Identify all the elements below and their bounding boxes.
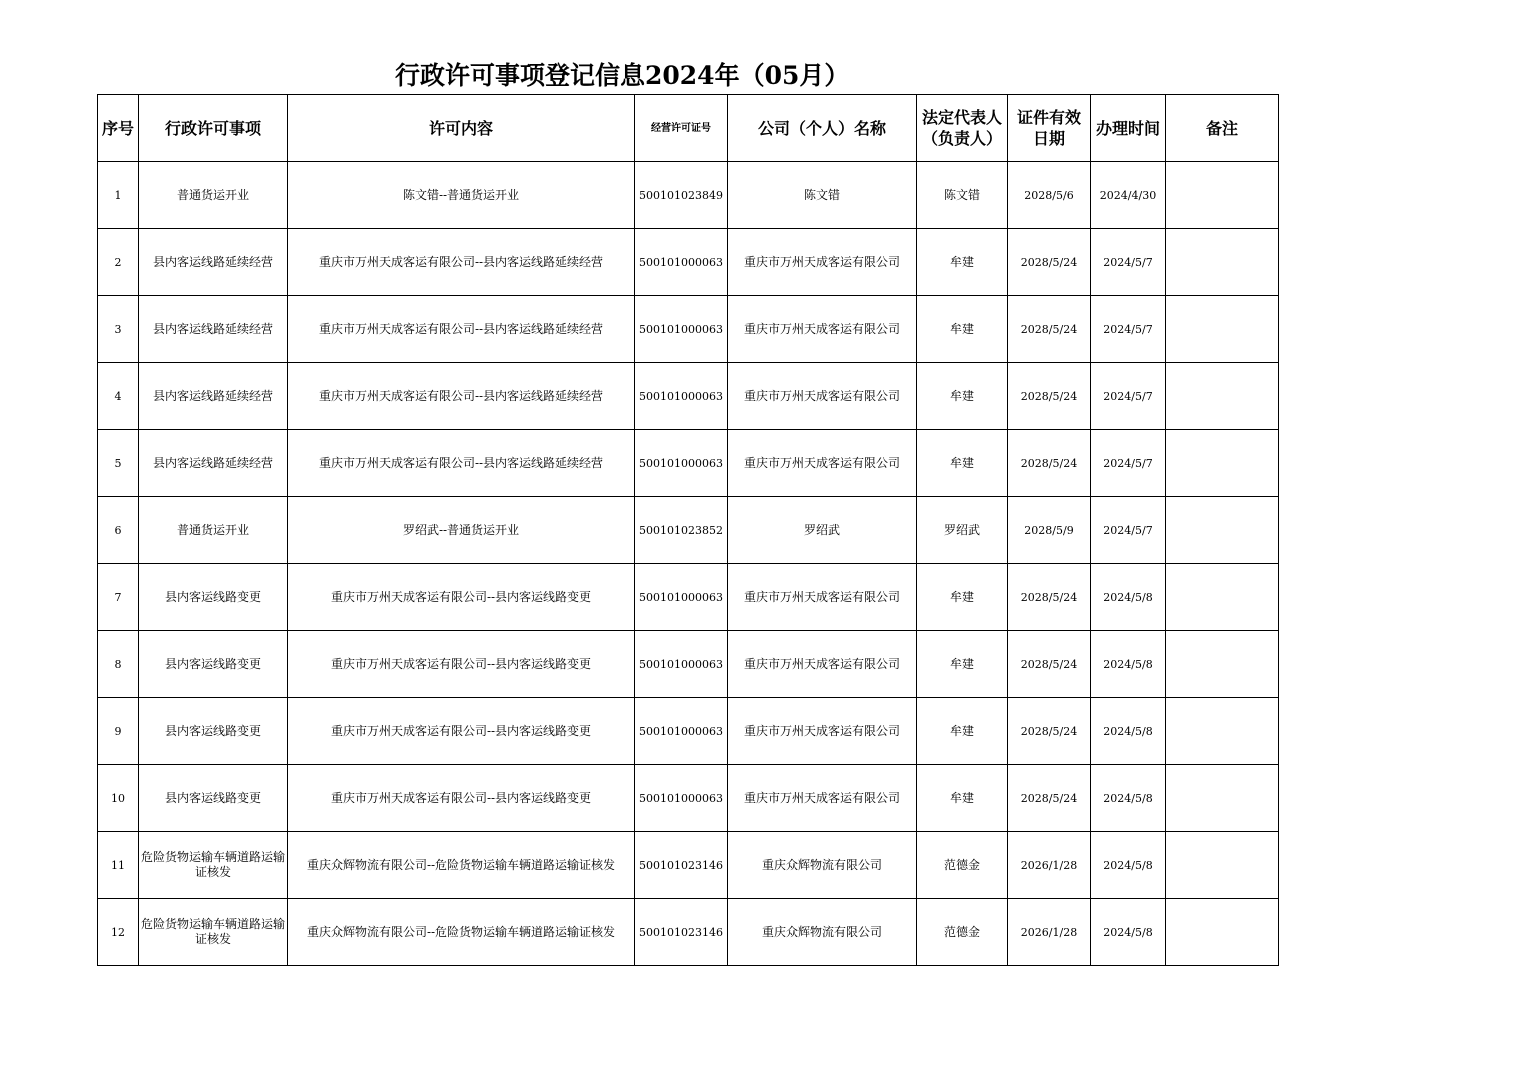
cell-valid-date: 2028/5/24	[1008, 765, 1091, 832]
header-remark: 备注	[1166, 95, 1279, 162]
cell-content: 重庆市万州天成客运有限公司--县内客运线路变更	[288, 765, 635, 832]
cell-item: 县内客运线路变更	[139, 765, 288, 832]
table-row	[98, 296, 1279, 363]
table-row	[98, 497, 1279, 564]
header-legal-rep: 法定代表人（负责人）	[917, 95, 1008, 162]
cell-license-no: 500101000063	[635, 698, 728, 765]
cell-valid-date: 2028/5/24	[1008, 296, 1091, 363]
header-company: 公司（个人）名称	[728, 95, 917, 162]
cell-item: 县内客运线路变更	[139, 564, 288, 631]
cell-company: 陈文错	[728, 162, 917, 229]
cell-license-no: 500101023849	[635, 162, 728, 229]
cell-license-no: 500101023852	[635, 497, 728, 564]
cell-handle-time: 2024/5/7	[1091, 363, 1166, 430]
cell-item: 县内客运线路变更	[139, 698, 288, 765]
cell-valid-date: 2026/1/28	[1008, 832, 1091, 899]
cell-license-no: 500101023146	[635, 899, 728, 966]
cell-handle-time: 2024/5/8	[1091, 899, 1166, 966]
cell-content: 重庆市万州天成客运有限公司--县内客运线路变更	[288, 631, 635, 698]
cell-legal-rep: 牟建	[917, 564, 1008, 631]
cell-handle-time: 2024/5/8	[1091, 832, 1166, 899]
cell-legal-rep: 牟建	[917, 363, 1008, 430]
cell-content: 重庆众辉物流有限公司--危险货物运输车辆道路运输证核发	[288, 832, 635, 899]
header-handle-time: 办理时间	[1091, 95, 1166, 162]
header-seq: 序号	[98, 95, 139, 162]
table-row	[98, 631, 1279, 698]
header-license-no: 经营许可证号	[635, 95, 728, 162]
table-row	[98, 832, 1279, 899]
cell-item: 普通货运开业	[139, 162, 288, 229]
cell-company: 重庆市万州天成客运有限公司	[728, 765, 917, 832]
cell-company: 重庆市万州天成客运有限公司	[728, 430, 917, 497]
cell-item: 县内客运线路延续经营	[139, 296, 288, 363]
cell-legal-rep: 陈文错	[917, 162, 1008, 229]
cell-handle-time: 2024/4/30	[1091, 162, 1166, 229]
cell-handle-time: 2024/5/8	[1091, 765, 1166, 832]
cell-legal-rep: 范德金	[917, 832, 1008, 899]
table-row	[98, 430, 1279, 497]
cell-remark	[1166, 832, 1279, 899]
cell-company: 重庆市万州天成客运有限公司	[728, 631, 917, 698]
table-row	[98, 229, 1279, 296]
cell-seq: 9	[98, 698, 139, 765]
cell-license-no: 500101000063	[635, 765, 728, 832]
cell-remark	[1166, 497, 1279, 564]
cell-seq: 4	[98, 363, 139, 430]
cell-content: 重庆市万州天成客运有限公司--县内客运线路延续经营	[288, 229, 635, 296]
cell-legal-rep: 牟建	[917, 296, 1008, 363]
cell-handle-time: 2024/5/7	[1091, 296, 1166, 363]
cell-item: 危险货物运输车辆道路运输证核发	[139, 832, 288, 899]
cell-remark	[1166, 564, 1279, 631]
cell-content: 重庆市万州天成客运有限公司--县内客运线路变更	[288, 564, 635, 631]
cell-valid-date: 2028/5/24	[1008, 430, 1091, 497]
cell-handle-time: 2024/5/8	[1091, 698, 1166, 765]
cell-legal-rep: 牟建	[917, 631, 1008, 698]
cell-item: 县内客运线路延续经营	[139, 229, 288, 296]
cell-seq: 7	[98, 564, 139, 631]
cell-company: 重庆市万州天成客运有限公司	[728, 296, 917, 363]
license-table	[97, 94, 1279, 966]
cell-content: 重庆市万州天成客运有限公司--县内客运线路延续经营	[288, 363, 635, 430]
cell-remark	[1166, 162, 1279, 229]
cell-handle-time: 2024/5/7	[1091, 229, 1166, 296]
cell-seq: 5	[98, 430, 139, 497]
cell-seq: 11	[98, 832, 139, 899]
cell-remark	[1166, 899, 1279, 966]
cell-seq: 12	[98, 899, 139, 966]
cell-item: 县内客运线路延续经营	[139, 430, 288, 497]
cell-license-no: 500101000063	[635, 296, 728, 363]
cell-valid-date: 2028/5/24	[1008, 698, 1091, 765]
cell-license-no: 500101000063	[635, 363, 728, 430]
table-row	[98, 162, 1279, 229]
cell-company: 重庆市万州天成客运有限公司	[728, 698, 917, 765]
cell-valid-date: 2028/5/24	[1008, 564, 1091, 631]
cell-license-no: 500101000063	[635, 631, 728, 698]
table-row	[98, 899, 1279, 966]
cell-company: 罗绍武	[728, 497, 917, 564]
cell-seq: 8	[98, 631, 139, 698]
cell-content: 重庆市万州天成客运有限公司--县内客运线路变更	[288, 698, 635, 765]
cell-valid-date: 2028/5/24	[1008, 363, 1091, 430]
cell-content: 陈文错--普通货运开业	[288, 162, 635, 229]
cell-company: 重庆市万州天成客运有限公司	[728, 363, 917, 430]
cell-remark	[1166, 296, 1279, 363]
table-body	[98, 162, 1279, 966]
cell-item: 危险货物运输车辆道路运输证核发	[139, 899, 288, 966]
cell-seq: 3	[98, 296, 139, 363]
cell-seq: 1	[98, 162, 139, 229]
cell-legal-rep: 牟建	[917, 229, 1008, 296]
cell-valid-date: 2028/5/24	[1008, 631, 1091, 698]
cell-remark	[1166, 430, 1279, 497]
cell-valid-date: 2028/5/6	[1008, 162, 1091, 229]
table-row	[98, 698, 1279, 765]
cell-license-no: 500101000063	[635, 564, 728, 631]
cell-seq: 2	[98, 229, 139, 296]
page-title: 行政许可事项登记信息2024年（05月）	[395, 61, 850, 90]
cell-seq: 6	[98, 497, 139, 564]
cell-remark	[1166, 765, 1279, 832]
cell-remark	[1166, 631, 1279, 698]
cell-valid-date: 2026/1/28	[1008, 899, 1091, 966]
cell-content: 重庆众辉物流有限公司--危险货物运输车辆道路运输证核发	[288, 899, 635, 966]
cell-company: 重庆众辉物流有限公司	[728, 899, 917, 966]
cell-license-no: 500101023146	[635, 832, 728, 899]
cell-item: 普通货运开业	[139, 497, 288, 564]
cell-remark	[1166, 229, 1279, 296]
cell-company: 重庆众辉物流有限公司	[728, 832, 917, 899]
cell-remark	[1166, 363, 1279, 430]
cell-seq: 10	[98, 765, 139, 832]
cell-legal-rep: 牟建	[917, 698, 1008, 765]
cell-content: 重庆市万州天成客运有限公司--县内客运线路延续经营	[288, 430, 635, 497]
cell-company: 重庆市万州天成客运有限公司	[728, 229, 917, 296]
header-item: 行政许可事项	[139, 95, 288, 162]
cell-content: 重庆市万州天成客运有限公司--县内客运线路延续经营	[288, 296, 635, 363]
header-row	[98, 95, 1279, 162]
cell-handle-time: 2024/5/7	[1091, 430, 1166, 497]
header-content: 许可内容	[288, 95, 635, 162]
table-row	[98, 363, 1279, 430]
cell-company: 重庆市万州天成客运有限公司	[728, 564, 917, 631]
cell-item: 县内客运线路变更	[139, 631, 288, 698]
table-row	[98, 564, 1279, 631]
cell-legal-rep: 范德金	[917, 899, 1008, 966]
cell-legal-rep: 牟建	[917, 430, 1008, 497]
header-valid-date: 证件有效日期	[1008, 95, 1091, 162]
cell-item: 县内客运线路延续经营	[139, 363, 288, 430]
cell-legal-rep: 牟建	[917, 765, 1008, 832]
cell-valid-date: 2028/5/24	[1008, 229, 1091, 296]
cell-handle-time: 2024/5/8	[1091, 631, 1166, 698]
cell-legal-rep: 罗绍武	[917, 497, 1008, 564]
table-row	[98, 765, 1279, 832]
cell-license-no: 500101000063	[635, 430, 728, 497]
cell-handle-time: 2024/5/7	[1091, 497, 1166, 564]
cell-handle-time: 2024/5/8	[1091, 564, 1166, 631]
cell-remark	[1166, 698, 1279, 765]
cell-content: 罗绍武--普通货运开业	[288, 497, 635, 564]
cell-valid-date: 2028/5/9	[1008, 497, 1091, 564]
cell-license-no: 500101000063	[635, 229, 728, 296]
